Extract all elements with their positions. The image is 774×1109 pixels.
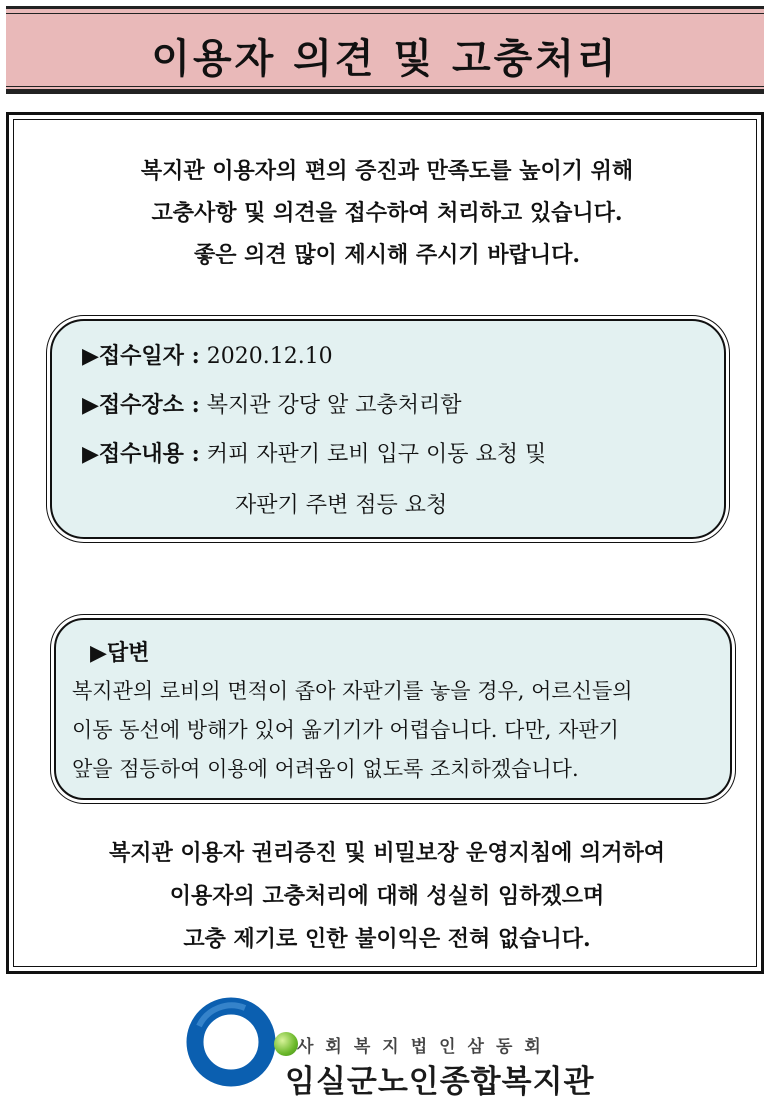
answer-line: 앞을 점등하여 이용에 어려움이 없도록 조치하겠습니다. <box>72 757 579 781</box>
receipt-date-value: 2020.12.10 <box>206 344 333 369</box>
intro-line: 복지관 이용자의 편의 증진과 만족도를 높이기 위해 <box>140 158 634 184</box>
answer-box <box>54 618 732 800</box>
organization-logo <box>185 992 605 1102</box>
logo-dot-icon <box>274 1032 298 1056</box>
page-title: 이용자 의견 및 고충처리 <box>151 36 619 82</box>
receipt-content-continuation: 자판기 주변 점등 요청 <box>235 493 448 518</box>
intro-line: 좋은 의견 많이 제시해 주시기 바랍니다. <box>194 242 580 268</box>
logo-name: 임실군노인종합복지관 <box>285 1064 595 1100</box>
answer-line: 이동 동선에 방해가 있어 옮기기가 어렵습니다. 다만, 자판기 <box>72 718 619 742</box>
closing-line: 이용자의 고충처리에 대해 성실히 임하겠으며 <box>169 883 605 909</box>
title-banner <box>6 6 764 94</box>
closing-line: 복지관 이용자 권리증진 및 비밀보장 운영지침에 의거하여 <box>108 840 665 866</box>
receipt-place-value: 복지관 강당 앞 고충처리함 <box>206 393 462 418</box>
logo-subtitle: 사회복지법인삼동회 <box>297 1037 553 1057</box>
intro-line: 고충사항 및 의견을 접수하여 처리하고 있습니다. <box>151 200 623 226</box>
receipt-date-row <box>82 341 333 372</box>
receipt-date-label: ▶접수일자 : <box>82 343 200 369</box>
intro-text <box>0 150 774 276</box>
answer-heading: ▶답변 <box>90 640 150 666</box>
receipt-place-label: ▶접수장소 : <box>82 392 200 418</box>
receipt-content-row <box>82 439 546 470</box>
answer-line: 복지관의 로비의 면적이 좁아 자판기를 놓을 경우, 어르신들의 <box>72 679 633 703</box>
receipt-content-value: 커피 자판기 로비 입구 이동 요청 및 <box>206 442 547 467</box>
receipt-content-label: ▶접수내용 : <box>82 441 200 467</box>
closing-text <box>0 832 774 961</box>
logo-ring-icon <box>185 996 277 1088</box>
receipt-info-box <box>50 319 726 539</box>
receipt-place-row <box>82 390 461 421</box>
closing-line: 고충 제기로 인한 불이익은 전혀 없습니다. <box>183 926 591 952</box>
